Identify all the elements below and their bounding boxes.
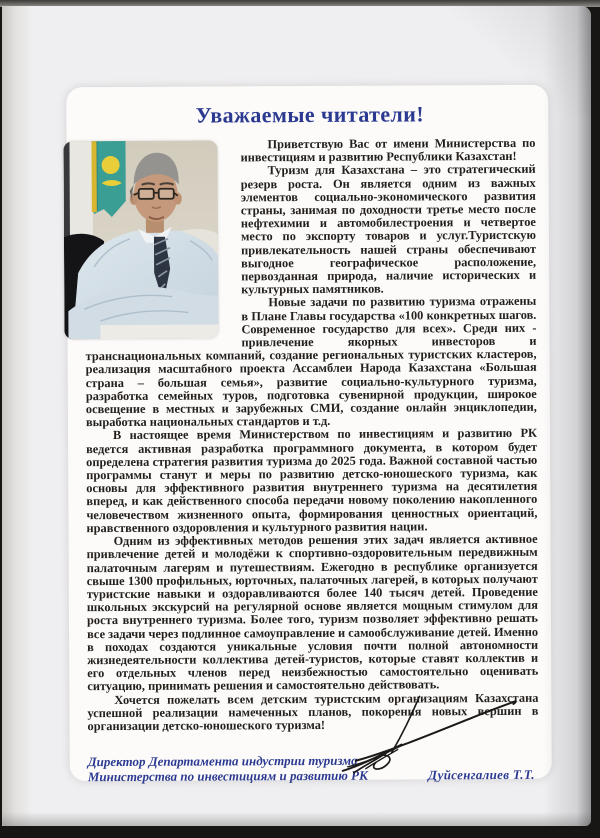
letter-paragraph: Приветствую Вас от имени Министерства по инвестициям и развитию Республики Казахстан! <box>240 135 536 165</box>
letter-paragraph: Одним из эффективных методов решения этих задач является активное привлечение детей и молодёжи к спортивно-оздоровительным передвижным палаточным лагерям и путешествиям. Ежегодно в республике организуется свыше 1300 профильных, юрточных, палаточных лагерей, в которых получают туристские навыки и оздоравливаются более 140 тысяч детей. Проведение школьных экскурсий на регулярной основе является мощным стимулом для роста внутреннего туризма. Более того, туризм позволяет эффективно решать все задачи через подлинное самоуправление и самообслуживание детей. Именно в походах создаются уникальные условия почти полной автономности жизнедеятельности коллектива детей-туристов, которые ставят коллектив и его отдельных членов перед неизбежностью самостоятельно оценивать ситуацию, принимать решения и самостоятельно действовать. <box>86 531 539 694</box>
kazakhstan-flag <box>91 141 125 217</box>
signature-role-line1: Директор Департамента индустрии туризма <box>87 752 358 770</box>
letter-paragraph: Хочется пожелать всем детским туристским организациям Казахстана успешной реализации намеченных планов, покорения новых вершин в организации детско-юношеского туризма! <box>87 690 539 734</box>
letter-paragraph: Туризм для Казахстана – это стратегический резерв роста. Он является одним из важных элементов социально-экономического развития страны, занимая по доходности третье место после нефтехимии и автомобилестроения и четвертое место по экспорту товаров и услуг.Туристскую привлекательность нашей страны обеспечивают выгодное географическое расположение, первозданная природа, наличие исторических и культурных памятников. <box>240 162 537 297</box>
director-portrait-photo <box>63 140 218 339</box>
signature-name: Дуйсенгалиев Т.Т. <box>428 766 535 783</box>
letter-body <box>84 137 538 733</box>
flag-ornament-strip <box>91 141 96 212</box>
page-bottom-shadow <box>2 812 591 826</box>
paper-sheet <box>2 6 591 826</box>
desk-papers <box>100 324 218 339</box>
signature-role-line2: Министерства по инвестициям и развитию РК <box>87 767 368 785</box>
letter-page <box>66 85 552 785</box>
signature-role <box>88 753 368 784</box>
letter-paragraph: В настоящее время Министерством по инвестициям и развитию РК ведется активная разработка программного документа, в котором будет определена стратегия развития туризма до 2025 года. Важной составной частью программы станут и меры по развитию детско-юношеского туризма, как основы для эффективного развития внутреннего туризма на десятилетия вперед, и как действенного способа передачи новому поколению накопленного человечеством жизненного опыта, формирования ценностных ориентаций, нравственного оздоровления и культурного развития нации. <box>86 426 538 536</box>
letter-paragraph: Новые задачи по развитию туризма отражены в Плане Главы государства «100 конкретных шагов. Современное государство для всех». Среди них - привлечение якорных инвесторов и транснациональных компаний, создание региональных туристских кластеров, реализация масштабного проекта Ассамблеи Народа Казахстана «Большая страна – большая семья», развитие социально-культурного туризма, разработка семейных туров, подготовка сувенирной продукции, широкое освещение в местных и зарубежных СМИ, создание онлайн энциклопедии, выработка национальных стандартов и т.д. <box>85 294 537 430</box>
portrait-illustration <box>63 140 218 339</box>
signature-block <box>88 752 539 784</box>
page-title: Уважаемые читатели! <box>195 101 425 128</box>
flag-sun <box>102 156 120 174</box>
